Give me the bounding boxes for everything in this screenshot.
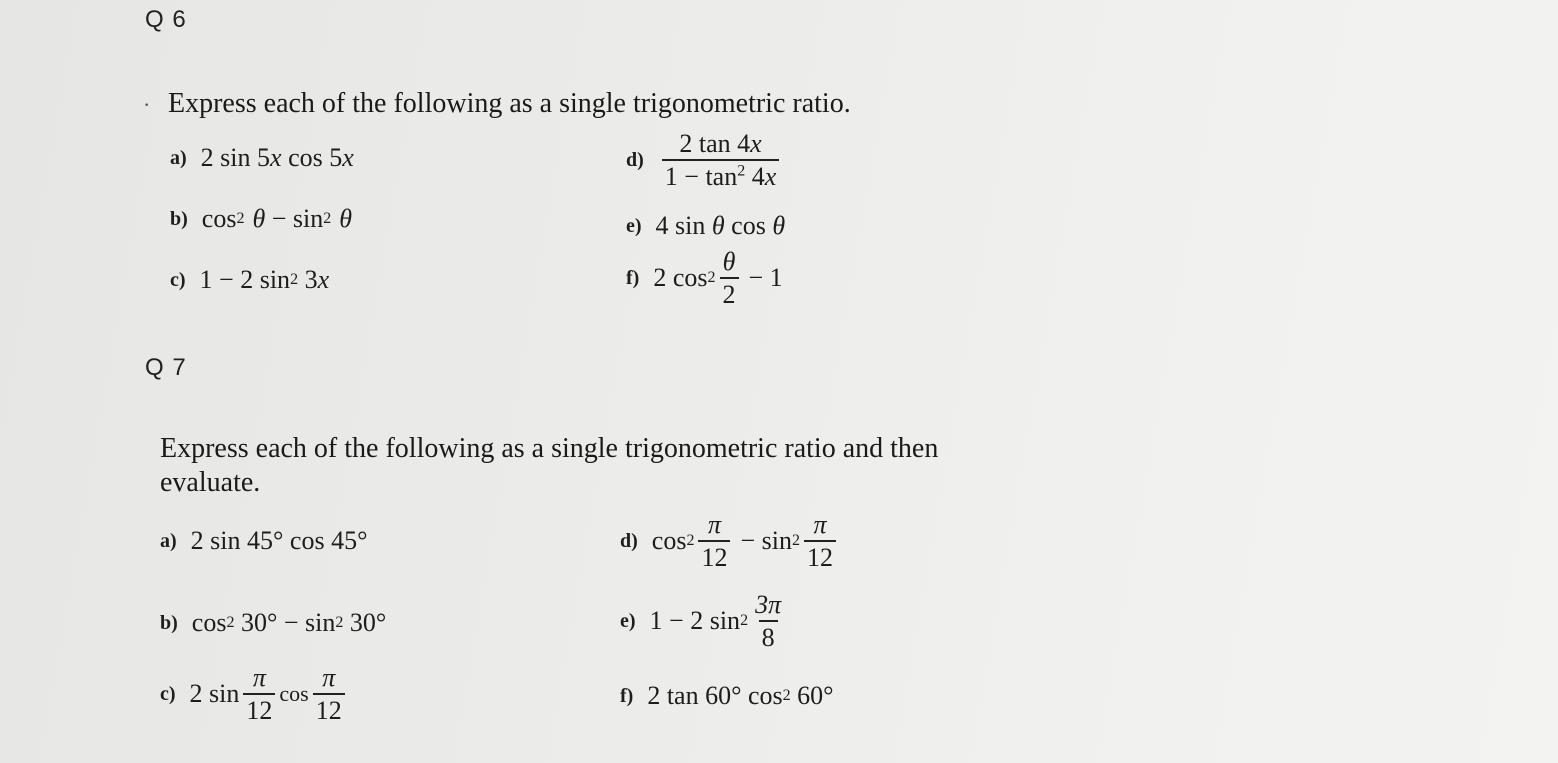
q7-item-b bbox=[160, 608, 386, 638]
q7-c-expression: 2 sin $\frac{\pi}{12}$ cos $\frac{\pi}{12}$ bbox=[190, 664, 349, 725]
q7-d-expression: cos 2 $\frac{\pi}{12}$ − sin 2 $\frac{\pi}{12}$ bbox=[652, 511, 840, 572]
item-label: f) bbox=[620, 684, 634, 707]
item-label: e) bbox=[626, 214, 642, 237]
item-label: f) bbox=[626, 266, 640, 289]
item-label: a) bbox=[160, 529, 177, 552]
q6-item-e bbox=[626, 211, 785, 241]
q7-f-expression: 2 tan 60° cos 2 60° bbox=[647, 681, 834, 710]
q7-instruction-line1: Express each of the following as a single trigonometric ratio and then bbox=[160, 433, 939, 464]
q6-item-b bbox=[170, 204, 352, 234]
q7-item-a bbox=[160, 526, 367, 556]
q7-a-expression: 2 sin 45° cos 45° bbox=[190, 526, 368, 555]
fraction: $\frac{\pi}{12}$ bbox=[698, 511, 730, 572]
fraction: $\frac{\pi}{12}$ bbox=[313, 664, 345, 725]
q7-b-expression: cos 2 30° − sin 2 30° bbox=[191, 608, 387, 637]
item-label: c) bbox=[160, 682, 176, 705]
item-label: e) bbox=[620, 609, 636, 632]
item-label: b) bbox=[170, 207, 188, 230]
fraction: $\frac{\pi}{12}$ bbox=[243, 664, 275, 725]
q6-d-expression bbox=[658, 130, 783, 191]
q6-label: Q 6 bbox=[145, 6, 187, 33]
q6-bullet: · bbox=[143, 92, 151, 117]
q6-item-a bbox=[170, 143, 354, 173]
q6-c-expression: 1 − 2 sin 2 3 x bbox=[199, 265, 330, 294]
fraction: $\frac{3\pi}{8}$ bbox=[755, 590, 782, 653]
q7-item-e bbox=[620, 591, 788, 652]
q6-item-d bbox=[626, 130, 783, 191]
q6-instruction: Express each of the following as a single trigonometric ratio. bbox=[168, 88, 851, 119]
q7-instruction-line2: evaluate. bbox=[160, 467, 261, 498]
q6-a-expression: 2 sin 5 x cos 5 x bbox=[200, 143, 354, 172]
q7-item-d bbox=[620, 511, 840, 572]
item-label: c) bbox=[170, 268, 186, 291]
item-label: d) bbox=[626, 148, 644, 171]
q7-item-c bbox=[160, 664, 349, 725]
q6-e-expression: 4 sin θ cos θ bbox=[655, 211, 786, 240]
q7-label: Q 7 bbox=[145, 354, 187, 381]
q6-b-expression: cos 2 θ − sin 2 θ bbox=[201, 204, 353, 233]
q6-item-c bbox=[170, 265, 329, 295]
q6-item-f bbox=[626, 248, 783, 309]
item-label: b) bbox=[160, 611, 178, 634]
fraction: $\frac{2 \tan 4x}{1 - \tan^2 4x}$ bbox=[662, 130, 779, 191]
q6-f-expression: 2 cos 2 $\frac{\theta}{2}$ − 1 bbox=[653, 247, 783, 310]
item-label: a) bbox=[170, 146, 187, 169]
q7-e-expression: 1 − 2 sin 2 $\frac{3\pi}{8}$ bbox=[650, 591, 789, 652]
q7-item-f bbox=[620, 681, 834, 711]
fraction: $\frac{\theta}{2}$ bbox=[720, 248, 739, 309]
item-label: d) bbox=[620, 529, 638, 552]
fraction: $\frac{\pi}{12}$ bbox=[804, 511, 836, 572]
